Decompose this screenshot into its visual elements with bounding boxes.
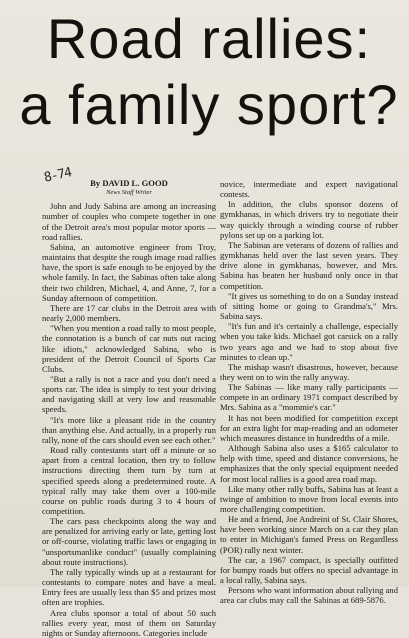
- paragraph: "It's more like a pleasant ride in the country than anything else. And actually, in a properly run rally, none of the cars should even see each other.": [42, 414, 216, 445]
- byline-staff: News Staff Writer: [106, 189, 152, 197]
- paragraph: The mishap wasn't disastrous, however, because they went on to win the rally anyway.: [220, 361, 398, 382]
- paragraph: The Sabinas — like many rally participants — compete in an ordinary 1971 compact described by Mrs. Sabina as a "mommie's car.": [220, 382, 398, 413]
- handwritten-date-note: 8-74: [42, 165, 73, 186]
- article-column-right: [220, 179, 398, 606]
- paragraph: The cars pass checkpoints along the way and are penalized for arriving early or late, getting lost or off-course, violating traffic laws or engaging in "unsportsmanlike conduct" (usually complaining about route instructions).: [42, 516, 216, 567]
- paragraph: The Sabinas are veterans of dozens of rallies and gymkhanas held over the last seven years. They drive alone in gymkhanas, however, and Mrs. Sabina has beaten her husband only once in that competition.: [220, 239, 398, 291]
- paragraph: "But a rally is not a race and you don't need a sports car. The idea is simply to test your driving and navigating skill at very low and reasonable speeds.: [42, 373, 216, 415]
- paragraph: "It gives us something to do on a Sunday instead of sitting home or going to Grandma's," Mrs. Sabina says.: [220, 290, 398, 322]
- byline-author: By DAVID L. GOOD: [90, 178, 168, 188]
- paragraph: Like many other rally buffs, Sabina has at least a twinge of ambition to move from local events into more challenging competition.: [220, 483, 398, 514]
- paragraph: There are 17 car clubs in the Detroit area with nearly 2,000 members.: [42, 302, 216, 324]
- paragraph: "When you mention a road rally to most people, the connotation is a bunch of car nuts out racing like idiots," acknowledged Sabina, who is president of the Detroit Council of Sports Car Clubs.: [42, 323, 216, 374]
- headline-line-1: Road rallies:: [46, 7, 372, 70]
- paragraph: Sabina, an automotive engineer from Troy, maintains that despite the rough image road rallies have, the sport is safe enough to be enjoyed by the whole family. In fact, the Sabinas often take along their two children, Michael, 4, and Anne, 7, for a Sunday afternoon of competition.: [42, 241, 216, 303]
- paragraph: Road rally contestants start off a minute or so apart from a central location, then try to follow instructions directing them turn by turn at specified speeds along a predetermined route. A typical rally may take them over a 100-mile course on public roads during 3 to 4 hours of competition.: [42, 445, 216, 516]
- paragraph: Although Sabina also uses a $165 calculator to help with time, speed and distance conversions, he emphasizes that the only special equipment needed for most local rallies is a good area road map.: [220, 443, 398, 484]
- paragraph: novice, intermediate and expert navigational contests.: [220, 179, 398, 200]
- paragraph: The rally typically winds up at a restaurant for contestants to compare notes and have a meal. Entry fees are usually less than $5 and prizes most often are trophies.: [42, 566, 216, 608]
- paragraph: It has not been modified for competition except for an extra light for map-reading and an odometer which measures distance in hundredths of a mile.: [220, 412, 398, 443]
- paragraph: He and a friend, Joe Andreini of St. Clair Shores, have been working since March on a car they plan to enter in Michigan's famed Press on Regardless (POR) rally next winter.: [220, 514, 398, 555]
- paragraph: John and Judy Sabina are among an increasing number of couples who compete together in one of the Detroit area's most popular motor sports — road rallies.: [42, 201, 216, 242]
- article-column-left: [42, 178, 216, 638]
- paragraph: Area clubs sponsor a total of about 50 such rallies every year, most of them on Saturday nights or Sunday afternoons. Categories include: [42, 607, 216, 638]
- paragraph: In addition, the clubs sponsor dozens of gymkhanas, in which drivers try to negotiate their way quickly through a winding course of rubber pylons set up on a parking lot.: [220, 199, 398, 240]
- paragraph: Persons who want information about rallying and area car clubs may call the Sabinas at 689-5876.: [220, 585, 398, 606]
- headline-line-2: a family sport?: [19, 73, 399, 136]
- headline: [14, 6, 404, 138]
- paragraph: The car, a 1967 compact, is specially outfitted for bumpy roads but offers no special advantage in a local rally, Sabina says.: [220, 554, 398, 586]
- paragraph: "It's fun and it's certainly a challenge, especially when you take kids. Michael got carsick on a rally two years ago and we had to stop about five minutes to clean up.": [220, 321, 398, 362]
